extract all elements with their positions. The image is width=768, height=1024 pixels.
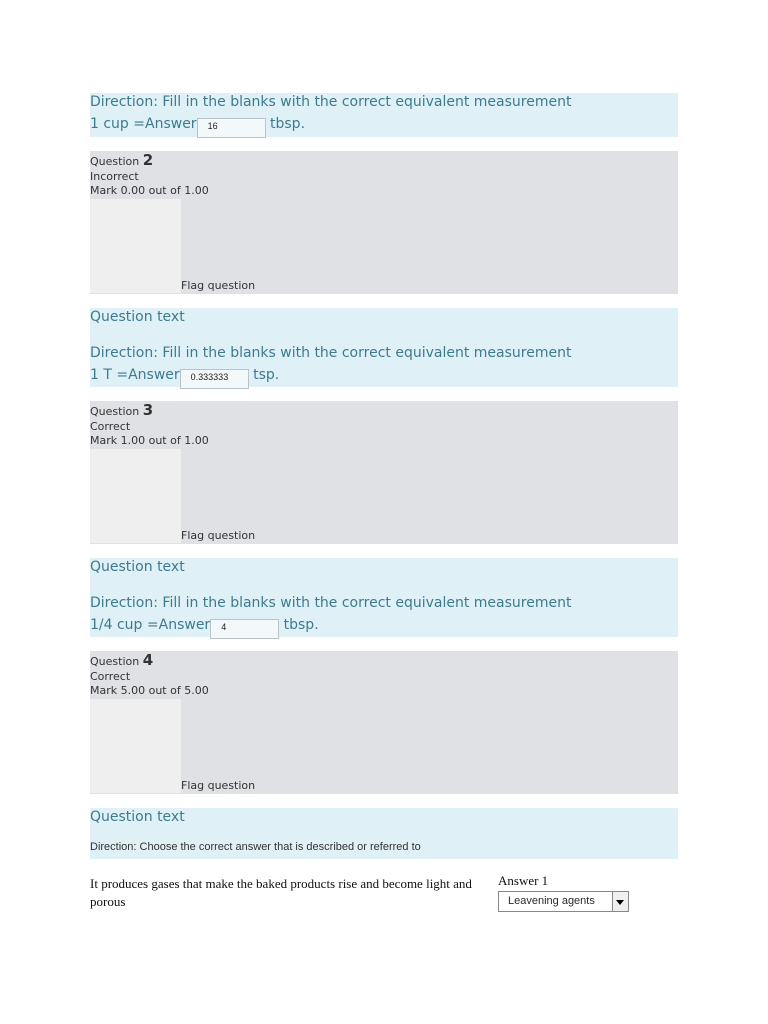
question-3-prefix: 1/4 cup =Answer	[90, 617, 211, 633]
question-4-text-block	[90, 808, 678, 859]
question-3-text-block	[90, 558, 678, 637]
question-4-number: Question 4	[90, 651, 154, 669]
question-2-flag-link[interactable]: Flag question	[181, 279, 256, 292]
question-2-title: Question text	[90, 309, 185, 325]
question-1-prefix: 1 cup =Answer	[90, 116, 197, 132]
question-1-direction: Direction: Fill in the blanks with the correct equivalent measurement	[90, 94, 572, 110]
question-3-number: Question 3	[90, 401, 154, 419]
question-1-answer-input[interactable]: 16	[197, 118, 266, 138]
question-4-title: Question text	[90, 809, 185, 825]
question-4-spacer	[90, 699, 181, 793]
question-3-grade: Mark 1.00 out of 1.00	[90, 434, 209, 447]
question-3-suffix: tbsp.	[283, 617, 319, 633]
question-3-answer-input[interactable]: 4	[210, 619, 279, 639]
question-4-state: Correct	[90, 670, 131, 683]
question-2-suffix: tsp.	[253, 367, 280, 383]
question-4-answer-select[interactable]	[498, 891, 629, 912]
question-3-answer-line	[90, 616, 678, 639]
question-3-spacer	[90, 449, 181, 543]
chevron-down-icon[interactable]	[612, 892, 628, 911]
question-2-info	[90, 151, 678, 294]
question-4-answer-label: Answer 1	[498, 873, 549, 888]
question-2-prefix: 1 T =Answer	[90, 367, 180, 383]
question-3-flag-link[interactable]: Flag question	[181, 529, 256, 542]
question-4-grade: Mark 5.00 out of 5.00	[90, 684, 209, 697]
quiz-review-page	[90, 93, 678, 925]
question-2-number: Question 2	[90, 151, 154, 169]
question-2-direction: Direction: Fill in the blanks with the correct equivalent measurement	[90, 345, 572, 361]
question-4-match-row	[90, 875, 678, 925]
question-3-title: Question text	[90, 559, 185, 575]
question-1-answer-line	[90, 115, 678, 138]
question-2-state: Incorrect	[90, 170, 139, 183]
question-3-direction: Direction: Fill in the blanks with the correct equivalent measurement	[90, 595, 572, 611]
question-2-answer-input[interactable]: 0.333333	[180, 369, 249, 389]
question-4-item-text: It produces gases that make the baked products rise and become light and porous	[90, 876, 472, 909]
question-4-info	[90, 651, 678, 794]
question-4-direction: Direction: Choose the correct answer that is described or referred to	[90, 841, 421, 853]
question-3-info	[90, 401, 678, 544]
question-2-text-block	[90, 308, 678, 387]
question-2-answer-line	[90, 366, 678, 389]
question-1-text-block	[90, 93, 678, 137]
question-4-selected-value: Leavening agents	[508, 895, 595, 907]
question-2-spacer	[90, 199, 181, 293]
question-1-suffix: tbsp.	[270, 116, 306, 132]
question-3-state: Correct	[90, 420, 131, 433]
question-2-grade: Mark 0.00 out of 1.00	[90, 184, 209, 197]
question-4-flag-link[interactable]: Flag question	[181, 779, 256, 792]
